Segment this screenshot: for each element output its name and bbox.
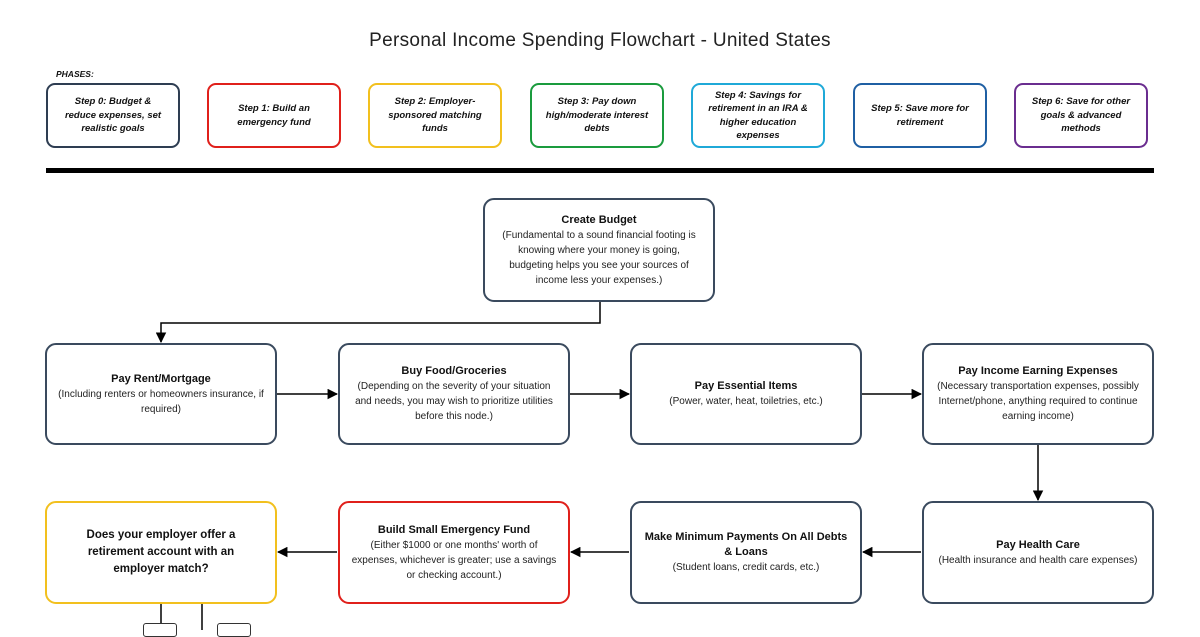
node-health-care: [922, 501, 1154, 604]
node-title: Create Budget: [561, 213, 637, 226]
node-description: (Either $1000 or one months' worth of expenses, whichever is greater; use a savings or checking account.): [351, 539, 557, 581]
node-description: (Depending on the severity of your situation and needs, you may wish to prioritize utilities before this node.): [355, 381, 553, 422]
node-title: Build Small Emergency Fund: [377, 523, 531, 536]
node-title: Buy Food/Groceries: [401, 365, 507, 377]
node-description: (Fundamental to a sound financial footing is knowing where your money is going, budgeting helps you see your sources of income less your expenses.): [502, 229, 696, 286]
phase-label: Step 5: Save more for retirement: [871, 103, 969, 128]
node-title: Pay Health Care: [996, 538, 1080, 551]
node-buy-food: [338, 343, 570, 445]
node-title: Pay Essential Items: [694, 380, 798, 392]
node-description: (Power, water, heat, toiletries, etc.): [669, 396, 823, 407]
node-title: Make Minimum Payments On All Debts & Loans: [644, 531, 848, 558]
node-pay-rent: [45, 343, 277, 445]
node-title: Pay Rent/Mortgage: [111, 372, 211, 385]
node-essential-items: [630, 343, 862, 445]
node-create-budget: [483, 198, 715, 302]
arrow-budget-to-rent: [161, 302, 600, 342]
node-description: (Including renters or homeowners insurance, if required): [58, 388, 264, 415]
node-description: (Health insurance and health care expenses): [938, 554, 1138, 566]
phase-label: Step 3: Pay down high/moderate interest debts: [545, 96, 649, 135]
chart-title: Personal Income Spending Flowchart - United States: [369, 30, 831, 51]
node-employer-match: [45, 501, 277, 604]
decision-answer-box-left: [143, 623, 177, 637]
node-description: (Student loans, credit cards, etc.): [672, 562, 820, 573]
phase-label: Step 4: Savings for retirement in an IRA & higher education expenses: [708, 89, 808, 141]
node-emergency-fund: [338, 501, 570, 604]
node-title: Does your employer offer a retirement account with an employer match?: [86, 529, 236, 575]
phase-label: Step 2: Employer-sponsored matching funds: [388, 96, 482, 135]
node-title: Pay Income Earning Expenses: [958, 365, 1118, 377]
node-description: (Necessary transportation expenses, possibly Internet/phone, anything required to continue earning income): [937, 381, 1139, 422]
decision-answer-box-right: [217, 623, 251, 637]
phase-label: Step 6: Save for other goals & advanced methods: [1031, 96, 1131, 135]
phase-label: Step 0: Budget & reduce expenses, set realistic goals: [64, 96, 162, 135]
phases-label: PHASES:: [56, 69, 94, 79]
node-min-payments: [630, 501, 862, 604]
phase-label: Step 1: Build an emergency fund: [237, 103, 311, 128]
node-income-expenses: [922, 343, 1154, 445]
